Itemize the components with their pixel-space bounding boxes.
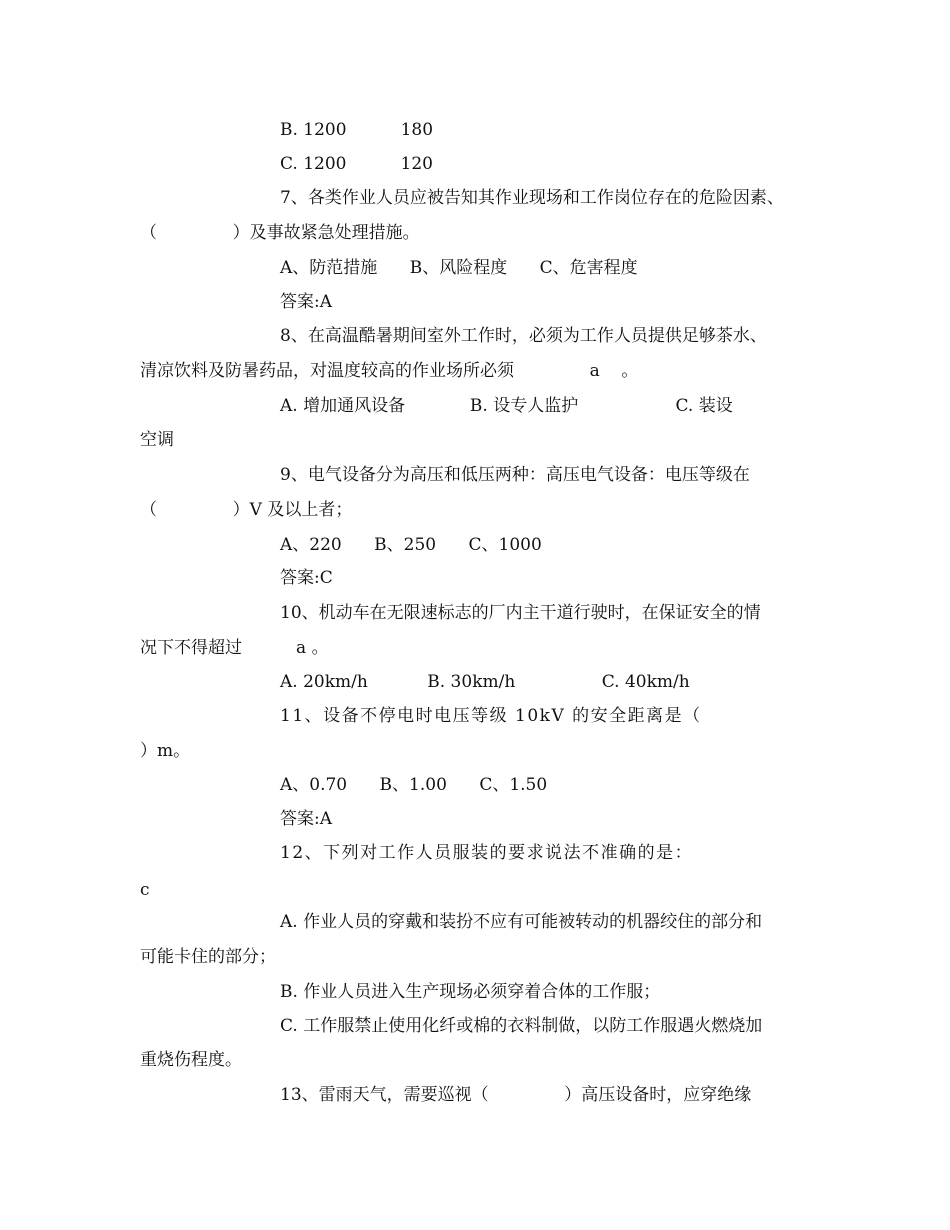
question-12-option-b: B. 作业人员进入生产现场必须穿着合体的工作服； (280, 982, 661, 1002)
question-7: 7、各类作业人员应被告知其作业现场和工作岗位存在的危险因素、 (280, 188, 784, 208)
question-12-option-a: A. 作业人员的穿戴和装扮不应有可能被转动的机器绞住的部分和 (280, 912, 763, 932)
question-12-option-c-cont: 重烧伤程度。 (140, 1050, 242, 1070)
question-9-cont: （ ）V 及以上者； (140, 500, 353, 520)
question-7-cont: （ ）及事故紧急处理措施。 (140, 223, 420, 243)
question-13: 13、雷雨天气，需要巡视（ ）高压设备时，应穿绝缘 (280, 1085, 752, 1105)
question-8-options: A. 增加通风设备 B. 设专人监护 C. 装设 (280, 396, 733, 416)
question-12: 12、下列对工作人员服装的要求说法不准确的是： (280, 843, 694, 863)
option-line: B. 1200 180 (280, 120, 434, 140)
question-10: 10、机动车在无限速标志的厂内主干道行驶时，在保证安全的情 (280, 603, 761, 623)
question-8-cont: 清凉饮料及防暑药品，对温度较高的作业场所必须 a 。 (140, 361, 639, 381)
question-9-options: A、220 B、250 C、1000 (280, 535, 542, 555)
question-12-option-c: C. 工作服禁止使用化纤或棉的衣料制做，以防工作服遇火燃烧加 (280, 1016, 763, 1036)
question-10-cont: 况下不得超过 a 。 (140, 638, 329, 658)
question-9-answer: 答案:C (280, 568, 333, 588)
question-7-answer: 答案:A (280, 292, 333, 312)
question-10-options: A. 20km/h B. 30km/h C. 40km/h (280, 672, 690, 692)
question-8-options-cont: 空调 (140, 430, 174, 450)
question-11-answer: 答案:A (280, 809, 333, 829)
question-11-options: A、0.70 B、1.00 C、1.50 (280, 775, 548, 795)
question-12-option-a-cont: 可能卡住的部分； (140, 947, 276, 967)
question-8: 8、在高温酷暑期间室外工作时，必须为工作人员提供足够茶水、 (280, 326, 767, 346)
question-9: 9、电气设备分为高压和低压两种：高压电气设备：电压等级在 (280, 465, 750, 485)
question-7-options: A、防范措施 B、风险程度 C、危害程度 (280, 258, 638, 278)
question-12-answer: c (140, 880, 150, 900)
question-11-cont: ）m。 (140, 741, 191, 761)
option-line: C. 1200 120 (280, 154, 433, 174)
question-11: 11、设备不停电时电压等级 10kV 的安全距离是（ (280, 706, 702, 726)
